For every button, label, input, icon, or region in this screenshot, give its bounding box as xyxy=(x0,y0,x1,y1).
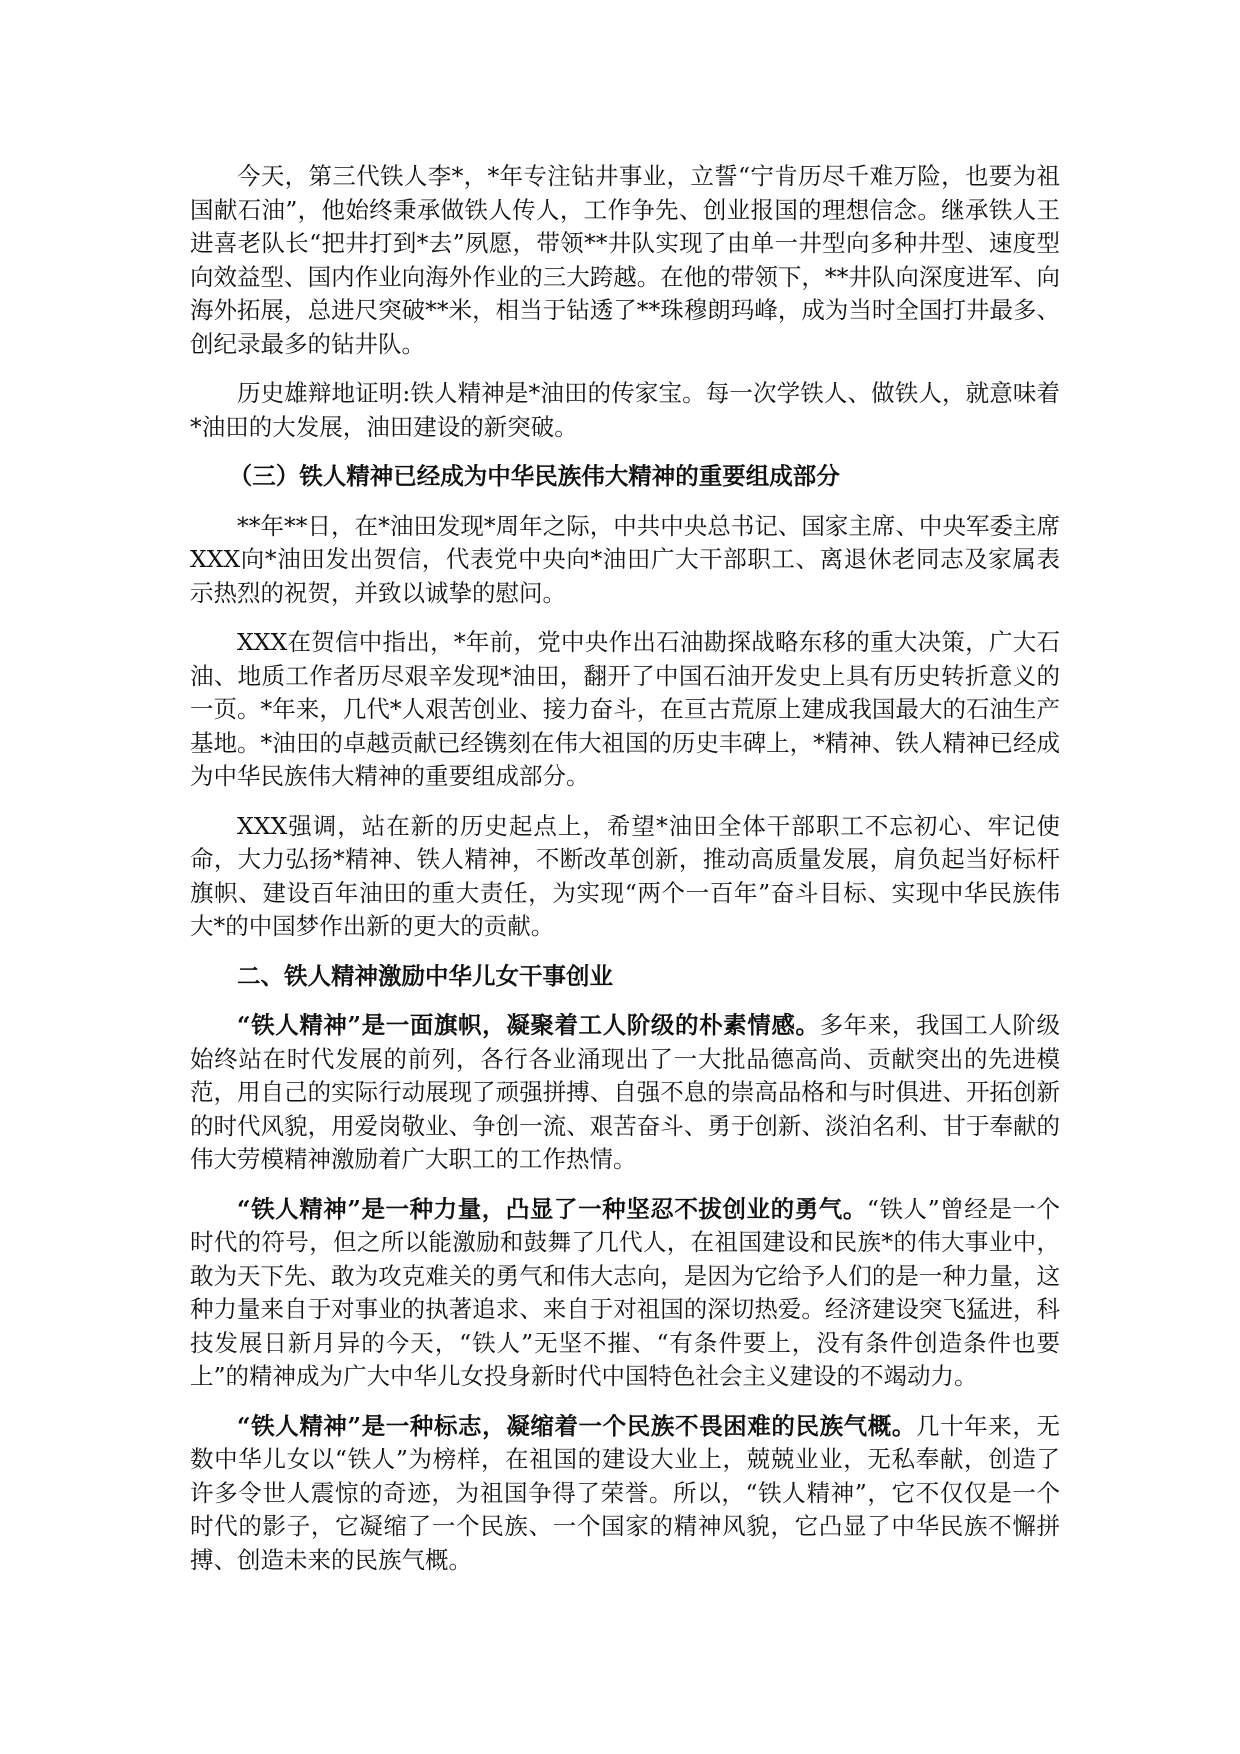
paragraph-lead-sentence: “铁人精神”是一种标志，凝缩着一个民族不畏困难的民族气概。 xyxy=(237,1411,916,1440)
paragraph-body-text: “铁人”曾经是一个时代的符号，但之所以能激励和鼓舞了几代人，在祖国建设和民族*的伟大事业中，敢为天下先、敢为攻克难关的勇气和伟大志向，是因为它给予人们的是一种力量，这种力量来自于对事业的执著追求、来自于对祖国的深切热爱。经济建设突飞猛进，科技发展日新月异的今天，“铁人”无坚不摧、“有条件要上，没有条件创造条件也要上”的精神成为广大中华儿女投身新时代中国特色社会主义建设的不竭动力。 xyxy=(190,1194,1060,1390)
paragraph-ironman-symbol xyxy=(190,1410,1060,1578)
paragraph-history-proves: 历史雄辩地证明:铁人精神是*油田的传家宝。每一次学铁人、做铁人，就意味着*油田的大发展，油田建设的新突破。 xyxy=(190,379,1060,441)
paragraph-lead-sentence: “铁人精神”是一面旗帜，凝聚着工人阶级的朴素情感。 xyxy=(237,1011,820,1039)
section-heading-two: 二、铁人精神激励中华儿女干事创业 xyxy=(237,961,613,990)
paragraph-third-generation-ironman: 今天，第三代铁人李*，*年专注钻井事业，立誓“宁肯历尽千难万险，也要为祖国献石油”，他始终秉承做铁人传人，工作争先、创业报国的理想信念。继承铁人王进喜老队长“把井打到*去”夙愿，带领**井队实现了由单一井型向多种井型、速度型向效益型、国内作业向海外作业的三大跨越。在他的带领下，**井队向深度进军、向海外拓展，总进尺突破**米，相当于钻透了**珠穆朗玛峰，成为当时全国打井最多、创纪录最多的钻井队。 xyxy=(190,162,1060,358)
document-page xyxy=(190,160,1060,1593)
paragraph-body-text: 几十年来，无数中华儿女以“铁人”为榜样，在祖国的建设大业上，兢兢业业，无私奉献，创造了许多令世人震惊的奇迹，为祖国争得了荣誉。所以，“铁人精神”，它不仅仅是一个时代的影子，它凝缩了一个民族、一个国家的精神风貌，它凸显了中华民族不懈拼搏、创造未来的民族气概。 xyxy=(190,1411,1060,1574)
paragraph-congratulation-letter: **年**日，在*油田发现*周年之际，中共中央总书记、国家主席、中央军委主席XXX向*油田发出贺信，代表党中央向*油田广大干部职工、离退休老同志及家属表示热烈的祝贺，并致以诚挚的慰问。 xyxy=(190,511,1060,607)
paragraph-lead-sentence: “铁人精神”是一种力量，凸显了一种坚忍不拔创业的勇气。 xyxy=(237,1194,867,1223)
paragraph-letter-points-out: XXX在贺信中指出，*年前，党中央作出石油勘探战略东移的重大决策，广大石油、地质工作者历尽艰辛发现*油田，翻开了中国石油开发史上具有历史转折意义的一页。*年来，几代*人艰苦创业、接力奋斗，在亘古荒原上建成我国最大的石油生产基地。*油田的卓越贡献已经镌刻在伟大祖国的历史丰碑上，*精神、铁人精神已经成为中华民族伟大精神的重要组成部分。 xyxy=(190,628,1060,790)
paragraph-ironman-strength xyxy=(190,1193,1060,1394)
paragraph-body-text: 多年来，我国工人阶级始终站在时代发展的前列，各行各业涌现出了一大批品德高尚、贡献突出的先进模范，用自己的实际行动展现了顽强拼搏、自强不息的崇高品格和与时俱进、开拓创新的时代风貌，用爱岗敬业、争创一流、艰苦奋斗、勇于创新、淡泊名利、甘于奉献的伟大劳模精神激励着广大职工的工作热情。 xyxy=(190,1011,1060,1173)
paragraph-ironman-flag xyxy=(190,1009,1060,1177)
subheading-ironman-spirit-component: （三）铁人精神已经成为中华民族伟大精神的重要组成部分 xyxy=(228,462,840,490)
paragraph-letter-emphasizes: XXX强调，站在新的历史起点上，希望*油田全体干部职工不忘初心、牢记使命，大力弘扬*精神、铁人精神，不断改革创新，推动高质量发展，肩负起当好标杆旗帜、建设百年油田的重大责任，为实现“两个一百年”奋斗目标、实现中华民族伟大*的中国梦作出新的更大的贡献。 xyxy=(190,811,1060,940)
